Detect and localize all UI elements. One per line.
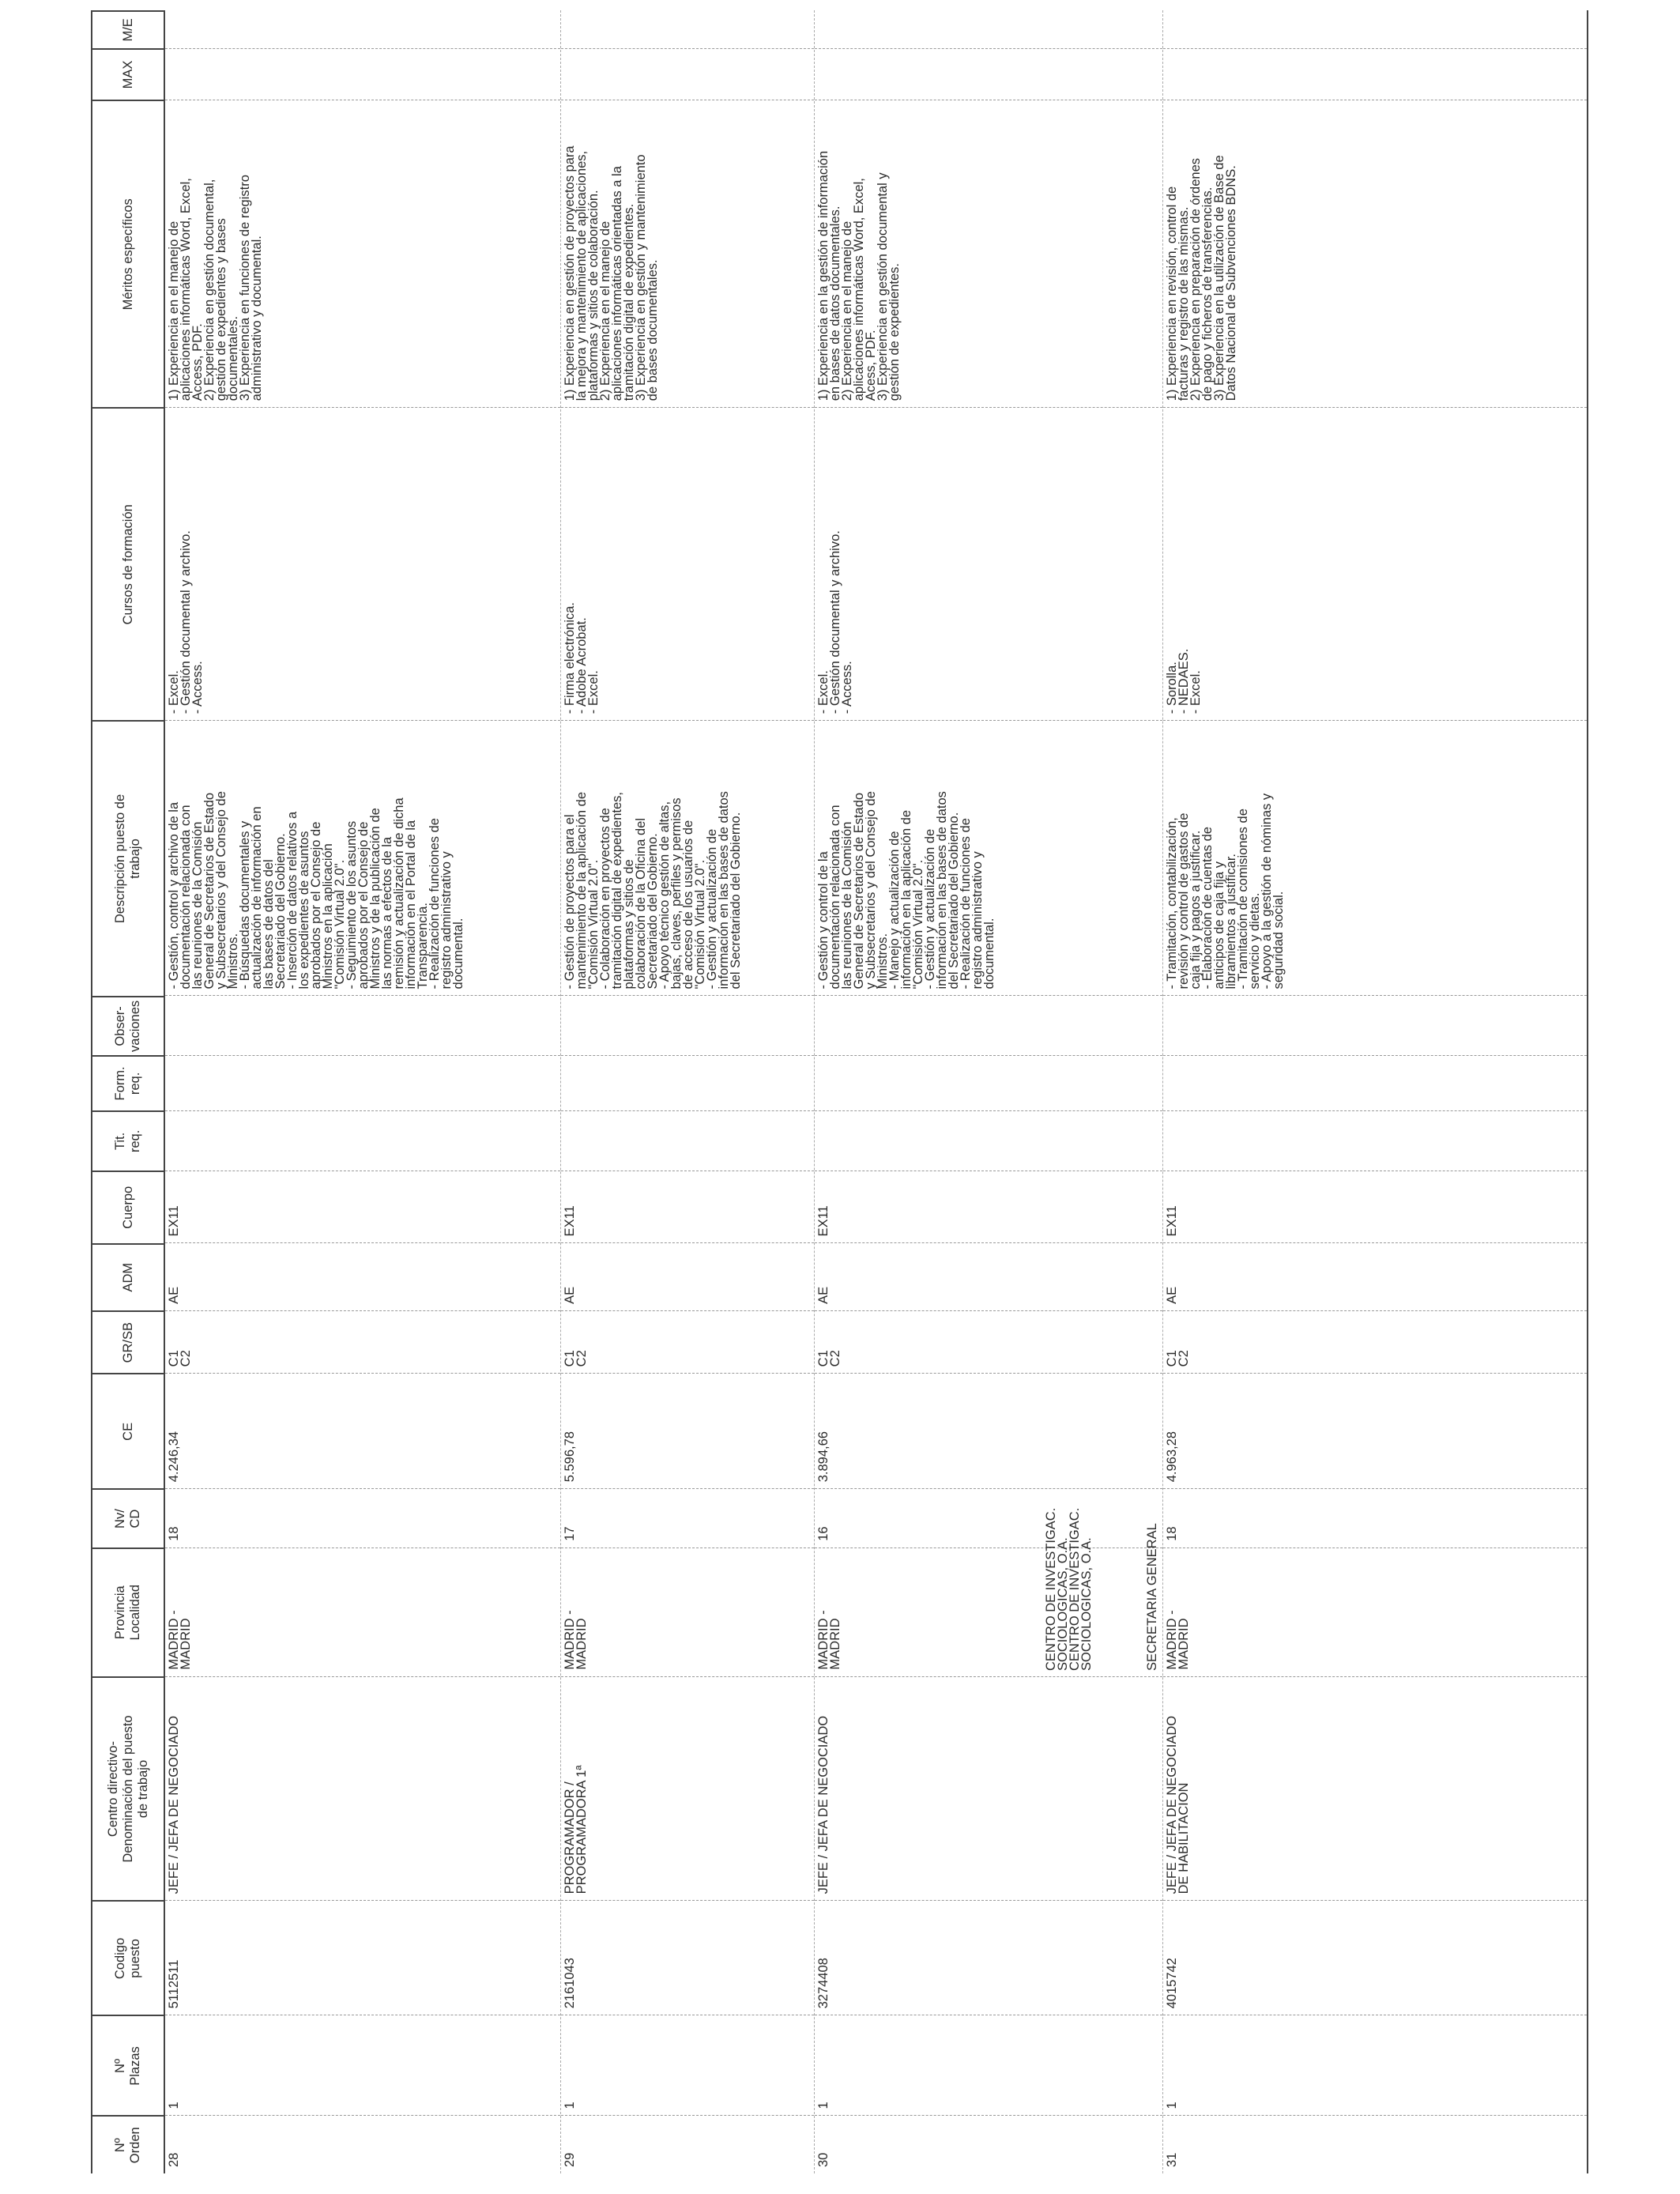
- header-observaciones: Obser- vaciones: [92, 996, 164, 1055]
- table-row: [560, 10, 814, 2173]
- grupo-cell: C1 C2: [1163, 1310, 1587, 1373]
- cuerpo-cell: EX11: [815, 1171, 1162, 1242]
- observaciones-cell: [165, 995, 560, 1055]
- meritos-cell: 1) Experiencia en la gestión de información en bases de datos documentales. 2) Experiencia en el manejo de aplicaciones informáticas Word, Excel, Acess, PDF. 3) Experiencia en gestión documental y gestión de expedientes.: [815, 100, 1162, 407]
- positions-table: [91, 10, 1583, 2173]
- cuerpo-cell: EX11: [561, 1171, 814, 1242]
- orden-cell: 28: [165, 2115, 560, 2173]
- header-cuerpo: Cuerpo: [92, 1171, 164, 1242]
- centro-cell: PROGRAMADOR / PROGRAMADORA 1ª: [561, 1676, 814, 1901]
- header-provincia: Provincia Localidad: [92, 1547, 164, 1676]
- formacion-cell: [165, 1055, 560, 1110]
- titulacion-cell: [561, 1110, 814, 1171]
- observaciones-cell: [815, 995, 1162, 1055]
- adm-cell: AE: [561, 1242, 814, 1310]
- cuerpo-cell: EX11: [165, 1171, 560, 1242]
- cursos-cell: - Excel. - Gestión documental y archivo. - Access.: [815, 407, 1162, 720]
- cursos-cell: - Excel. - Gestión documental y archivo. - Access.: [165, 407, 560, 720]
- header-codigo: Codigo puesto: [92, 1900, 164, 2015]
- observaciones-cell: [561, 995, 814, 1055]
- adm-cell: AE: [1163, 1242, 1587, 1310]
- provincia-cell: MADRID - MADRID: [1163, 1547, 1587, 1676]
- me-cell: [165, 10, 560, 48]
- me-cell: [815, 10, 1162, 48]
- header-orden: Nº Orden: [92, 2116, 164, 2174]
- table-row: [814, 10, 1162, 2173]
- header-cursos: Cursos de formación: [92, 407, 164, 720]
- titulacion-cell: [165, 1110, 560, 1171]
- descripcion-cell: - Tramitación, contabilización, revisión y control de gastos de caja fija y pagos a justificar. - Elaboración de cuentas de anticipos de caja fija y libramientos a justificar. - Tramitación de comisiones de servicio y dietas. - Apoyo a la gestión de nóminas y seguridad social.: [1163, 720, 1587, 995]
- header-formacion: Form. req.: [92, 1055, 164, 1110]
- nivel-cell: 18: [1163, 1488, 1587, 1547]
- ce-cell: 4.246,34: [165, 1373, 560, 1488]
- adm-cell: AE: [165, 1242, 560, 1310]
- header-descripcion: Descripción puesto de trabajo: [92, 720, 164, 995]
- titulacion-cell: [815, 1110, 1162, 1171]
- nivel-cell: 18: [165, 1488, 560, 1547]
- descripcion-cell: - Gestión y control de la documentación relacionada con las reuniones de la Comisión General de Secretarios de Estado y Subsecretarios y del Consejo de Ministros. - Manejo y actualización de información en la aplicación de "Comisión Virtual 2.0". - Gestión y actualización de información en las bases de datos del Secretariado del Gobierno. - Realización de funciones de registro administrativo y documental.: [815, 720, 1162, 995]
- header-ce: CE: [92, 1373, 164, 1488]
- max-cell: [561, 48, 814, 100]
- grupo-cell: C1 C2: [815, 1310, 1162, 1373]
- codigo-cell: 5112511: [165, 1900, 560, 2015]
- provincia-cell: MADRID - MADRID: [165, 1547, 560, 1676]
- provincia-cell: MADRID - MADRID: [561, 1547, 814, 1676]
- grupo-cell: C1 C2: [561, 1310, 814, 1373]
- ce-cell: 5.596,78: [561, 1373, 814, 1488]
- ce-cell: 4.963,28: [1163, 1373, 1587, 1488]
- me-cell: [561, 10, 814, 48]
- header-nivel: Nv/ CD: [92, 1488, 164, 1547]
- titulacion-cell: [1163, 1110, 1587, 1171]
- cursos-cell: - Firma electrónica. - Adobe Acrobat. - Excel.: [561, 407, 814, 720]
- formacion-cell: [561, 1055, 814, 1110]
- codigo-cell: 2161043: [561, 1900, 814, 2015]
- ce-cell: 3.894,66: [815, 1373, 1162, 1488]
- header-titulacion: Tit. req.: [92, 1110, 164, 1171]
- table-header: [91, 10, 165, 2173]
- orden-cell: 29: [561, 2115, 814, 2173]
- table-body: [165, 10, 1588, 2173]
- centro-cell: JEFE / JEFA DE NEGOCIADO DE HABILITACION: [1163, 1676, 1587, 1901]
- provincia-cell: MADRID - MADRID: [815, 1547, 1162, 1676]
- nivel-cell: 16: [815, 1488, 1162, 1547]
- orden-cell: 30: [815, 2115, 1162, 2173]
- codigo-cell: 3274408: [815, 1900, 1162, 2015]
- codigo-cell: 4015742: [1163, 1900, 1587, 2015]
- header-centro: Centro directivo- Denominación del puesto de trabajo: [92, 1676, 164, 1901]
- cuerpo-cell: EX11: [1163, 1171, 1587, 1242]
- header-adm: ADM: [92, 1243, 164, 1310]
- section-header: CENTRO DE INVESTIGAC. SOCIOLOGICAS, O.A. CENTRO DE INVESTIGAC. SOCIOLOGICAS, O.A.: [1044, 1507, 1094, 1671]
- max-cell: [1163, 48, 1587, 100]
- cursos-cell: - Sorolla. - NEDAES. - Excel.: [1163, 407, 1587, 720]
- descripcion-cell: - Gestión de proyectos para el mantenimiento de la aplicación de "Comisión Virtual 2.0". - Colaboración en proyectos de tramitación digital de expedientes, plataformas y sitios de colaboración de la Oficina del Secretariado del Gobierno. - Apoyo técnico gestión de altas, bajas, claves, perfiles y permisos de acceso de los usuarios de "Comisión Virtual 2.0". - Gestión y actualización de información en las bases de datos del Secretariado del Gobierno.: [561, 720, 814, 995]
- me-cell: [1163, 10, 1587, 48]
- orden-cell: 31: [1163, 2115, 1587, 2173]
- table-row: [1162, 10, 1588, 2173]
- header-max: MAX: [92, 48, 164, 100]
- meritos-cell: 1) Experiencia en revisión, control de facturas y registro de las mismas. 2) Experiencia en preparación de órdenes de pago y ficheros de transferencias. 3) Experiencia en la utilización de Base de Datos Nacional de Subvenciones BDNS.: [1163, 100, 1587, 407]
- nivel-cell: 17: [561, 1488, 814, 1547]
- formacion-cell: [815, 1055, 1162, 1110]
- descripcion-cell: - Gestión, control y archivo de la documentación relacionada con las reuniones de la Comisión General de Secretarios de Estado y Subsecretarios y del Consejo de Ministros. - Búsquedas documentales y actualización de información en las bases de datos del Secretariado del Gobierno. - Inserción de datos relativos a los expedientes de asuntos aprobados por el Consejo de Ministros en la aplicación "Comisión Virtual 2.0". - Seguimiento de los asuntos aprobados por el Consejo de Ministros y de la publicación de las normas a efectos de la remisión y actualización de dicha información en el Portal de la Transparencia. - Realización de funciones de registro administrativo y documental.: [165, 720, 560, 995]
- observaciones-cell: [1163, 995, 1587, 1055]
- header-plazas: Nº Plazas: [92, 2015, 164, 2115]
- header-me: M/E: [92, 10, 164, 48]
- meritos-cell: 1) Experiencia en el manejo de aplicaciones informáticas Word, Excel, Access, PDF. 2) Experiencia en gestión documental, gestión de expedientes y bases documentales. 3) Experiencia en funciones de registro administrativo y documental.: [165, 100, 560, 407]
- grupo-cell: C1 C2: [165, 1310, 560, 1373]
- plazas-cell: 1: [165, 2015, 560, 2115]
- adm-cell: AE: [815, 1242, 1162, 1310]
- header-grupo: GR/SB: [92, 1310, 164, 1373]
- formacion-cell: [1163, 1055, 1587, 1110]
- max-cell: [815, 48, 1162, 100]
- section-subheader: SECRETARIA GENERAL: [1145, 1523, 1159, 1671]
- table-row: [165, 10, 560, 2173]
- max-cell: [165, 48, 560, 100]
- plazas-cell: 1: [1163, 2015, 1587, 2115]
- centro-cell: JEFE / JEFA DE NEGOCIADO: [165, 1676, 560, 1901]
- plazas-cell: 1: [561, 2015, 814, 2115]
- plazas-cell: 1: [815, 2015, 1162, 2115]
- centro-cell: JEFE / JEFA DE NEGOCIADO: [815, 1676, 1162, 1901]
- meritos-cell: 1) Experiencia en gestión de proyectos para la mejora y mantenimiento de aplicaciones, plataformas y sitios de colaboración. 2) Experiencia en el manejo de aplicaciones informáticas orientadas a la tramitación digital de expedientes. 3) Experiencia en gestión y mantenimiento de bases documentales.: [561, 100, 814, 407]
- header-meritos: Méritos específicos: [92, 100, 164, 407]
